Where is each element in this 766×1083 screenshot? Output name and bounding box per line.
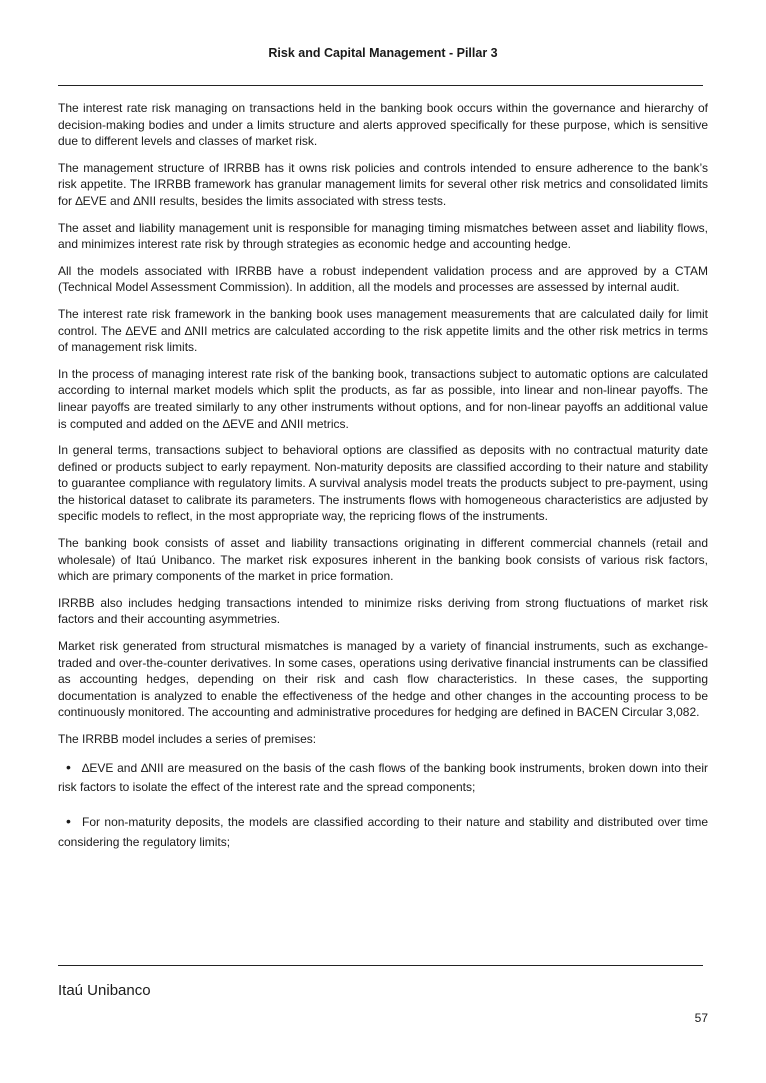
- bullet-item: [58, 812, 708, 852]
- bullet-item: [58, 758, 708, 798]
- paragraph: The asset and liability management unit is responsible for managing timing mismatches between asset and liability flows, and minimizes interest rate risk by through strategies as economic hedge and accounting hedge.: [58, 220, 708, 252]
- page-title: Risk and Capital Management - Pillar 3: [268, 46, 498, 60]
- paragraph: In the process of managing interest rate risk of the banking book, transactions subject to automatic options are calculated according to internal market models which split the products, as far as possible, into linear and non-linear payoffs. The linear payoffs are treated similarly to any other instruments without options, and for non-linear payoffs an additional value is computed and added on the ∆EVE and ∆NII metrics.: [58, 366, 708, 431]
- page-number: 57: [694, 1011, 708, 1025]
- bullet-text: For non-maturity deposits, the models are classified according to their nature and stability and distributed over time considering the regulatory limits;: [58, 815, 708, 849]
- paragraph: The IRRBB model includes a series of premises:: [58, 732, 317, 746]
- paragraph: The interest rate risk framework in the banking book uses management measurements that are calculated daily for limit control. The ∆EVE and ∆NII metrics are calculated according to the risk appetite limits and the other risk metrics in terms of management risk limits.: [58, 306, 708, 355]
- header-divider: [58, 85, 703, 86]
- paragraph: IRRBB also includes hedging transactions intended to minimize risks deriving from strong fluctuations of market risk factors and their accounting asymmetries.: [58, 595, 708, 627]
- bullet-icon: •: [66, 813, 71, 830]
- paragraph: In general terms, transactions subject to behavioral options are classified as deposits with no contractual maturity date defined or products subject to early repayment. Non-maturity deposits are classified according to their nature and stability to guarantee compliance with regulatory limits. A survival analysis model treats the products subject to pre-payment, using the historical dataset to calibrate its parameters. The instruments flows with homogeneous characteristics are adjusted by specific models to reflect, in the most appropriate way, the repricing flows of the instruments.: [58, 443, 708, 524]
- paragraph: All the models associated with IRRBB have a robust independent validation process and are approved by a CTAM (Technical Model Assessment Commission). In addition, all the models and processes are assessed by internal audit.: [58, 263, 708, 295]
- footer-brand: Itaú Unibanco: [58, 982, 151, 999]
- paragraph: Market risk generated from structural mismatches is managed by a variety of financial instruments, such as exchange-traded and over-the-counter derivatives. In some cases, operations using derivative financial instruments can be classified as accounting hedges, depending on their risk and cash flow characteristics. In these cases, the supporting documentation is analyzed to enable the effectiveness of the hedge and other changes in the accounting process to be continuously monitored. The accounting and administrative procedures for hedging are defined in BACEN Circular 3,082.: [58, 639, 708, 720]
- paragraph: The management structure of IRRBB has it owns risk policies and controls intended to ensure adherence to the bank’s risk appetite. The IRRBB framework has granular management limits for several other risk metrics and consolidated limits for ∆EVE and ∆NII results, besides the limits associated with stress tests.: [58, 160, 708, 208]
- paragraph: The banking book consists of asset and liability transactions originating in different commercial channels (retail and wholesale) of Itaú Unibanco. The market risk exposures inherent in the banking book consists of various risk factors, which are primary components of the market in price formation.: [58, 536, 708, 584]
- bullet-text: ∆EVE and ∆NII are measured on the basis of the cash flows of the banking book instruments, broken down into their risk factors to isolate the effect of the interest rate and the spread components;: [58, 760, 708, 794]
- bullet-icon: •: [66, 758, 71, 775]
- paragraph: The interest rate risk managing on transactions held in the banking book occurs within the governance and hierarchy of decision-making bodies and under a limits structure and alerts approved specifically for these purpose, which is sensitive due to different levels and classes of market risk.: [58, 101, 708, 149]
- document-body: [58, 100, 708, 867]
- footer-divider: [58, 965, 703, 966]
